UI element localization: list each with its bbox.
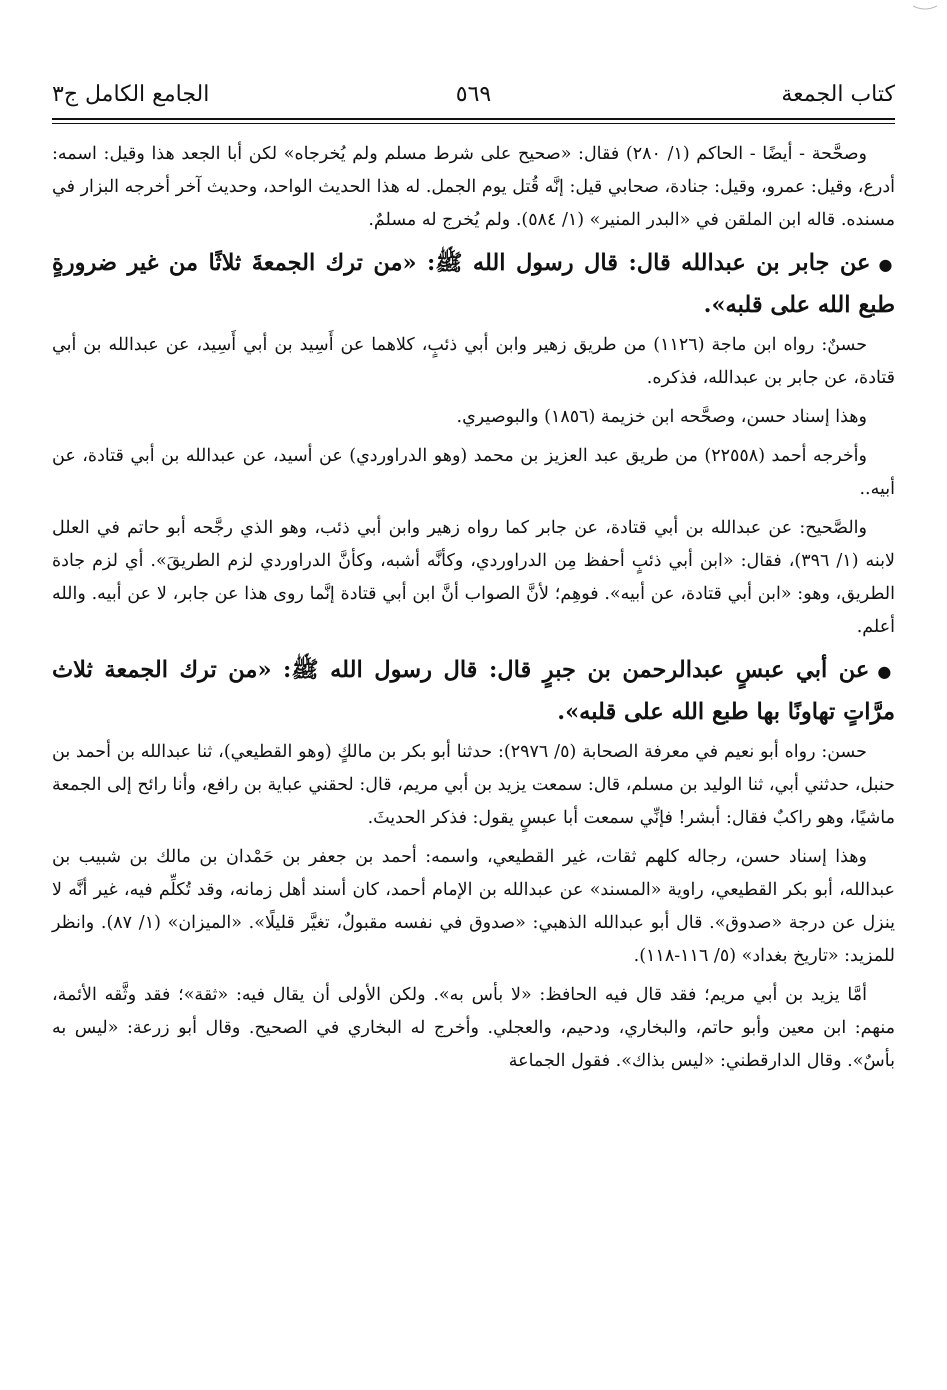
commentary-paragraph: وهذا إسناد حسن، وصحَّحه ابن خزيمة (١٨٥٦) والبوصيري.: [456, 407, 867, 427]
page-number: ٥٦٩: [455, 82, 492, 107]
bullet-icon: ●: [877, 662, 895, 681]
page-body: [52, 138, 895, 1084]
chapter-title: كتاب الجمعة: [781, 82, 895, 107]
commentary-paragraph: وأخرجه أحمد (٢٢٥٥٨) من طريق عبد العزيز بن محمد (وهو الدراوردي) عن أسيد، عن عبدالله بن أبي قتادة، عن أبيه..: [52, 446, 895, 499]
header-rule-thick: [52, 118, 895, 120]
page-corner-mark: [911, 4, 939, 14]
commentary-paragraph: أمَّا يزيد بن أبي مريم؛ فقد قال فيه الحافظ: «لا بأس به». ولكن الأولى أن يقال فيه: «ثقة»؛ فقد وثَّقه الأئمة، منهم: ابن معين وأبو حاتم، والبخاري، ودحيم، والعجلي. وأخرج له البخاري في الصحيح. وقال أبو زرعة: «ليس به بأسٌ». وقال الدارقطني: «ليس بذاك». فقول الجماعة: [52, 985, 895, 1071]
commentary-paragraph: حسنٌ: رواه ابن ماجة (١١٢٦) من طريق زهير وابن أبي ذئبٍ، كلاهما عن أَسِيد بن أبي أَسِيد، عن عبدالله بن أبي قتادة، عن جابر بن عبدالله، فذكره.: [52, 335, 895, 388]
hadith-body: عن أبي عبسٍ عبدالرحمن بن جبرٍ قال: قال رسول الله ﷺ: «من ترك الجمعة ثلاث مرَّاتٍ تهاونًا بها طبع الله على قلبه».: [52, 657, 895, 725]
hadith-body: عن جابر بن عبدالله قال: قال رسول الله ﷺ: «من ترك الجمعةَ ثلاثًا من غير ضرورةٍ طبع الله على قلبه».: [52, 250, 895, 318]
header-rule-thin: [52, 123, 895, 124]
running-header: [52, 82, 895, 116]
book-title: الجامع الكامل ج٣: [52, 82, 210, 107]
hadith-text: [52, 243, 895, 325]
hadith-text: [52, 650, 895, 732]
commentary-paragraph: والصَّحيح: عن عبدالله بن أبي قتادة، عن جابر كما رواه زهير وابن أبي ذئب، وهو الذي رجَّحه أبو حاتم في العلل لابنه (١/ ٣٩٦)، فقال: «ابن أبي ذئبٍ أحفظ مِن الدراوردي، وكأنَّه أشبه، وكأنَّ الدراوردي لزم الطريقَ». أي لزم جادة الطريق، وهو: «ابن أبي قتادة، عن أبيه». فوهِم؛ لأنَّ الصواب أنَّ ابن أبي قتادة إنَّما روى هذا عن جابر، لا عن أبيه. والله أعلم.: [52, 518, 896, 637]
commentary-paragraph: حسن: رواه أبو نعيم في معرفة الصحابة (٥/ ٢٩٧٦): حدثنا أبو بكر بن مالكٍ (وهو القطيعي)، ثنا عبدالله بن أحمد بن حنبل، حدثني أبي، ثنا الوليد بن مسلم، قال: سمعت يزيد بن أبي مريم، قال: لحقني عباية بن رافع، وأنا رائح إلى الجمعة ماشيًا، وهو راكبٌ فقال: أبشر! فإنِّي سمعت أبا عبسٍ يقول: فذكر الحديثَ.: [52, 742, 895, 828]
bullet-icon: ●: [878, 255, 895, 274]
commentary-paragraph: وهذا إسناد حسن، رجاله كلهم ثقات، غير القطيعي، واسمه: أحمد بن جعفر بن حَمْدان بن مالك بن شبيب بن عبدالله، أبو بكر القطيعي، راوية «المسند» عن عبدالله بن الإمام أحمد، كان أسند أهل زمانه، وقد تُكلِّم فيه، غير أنَّه لا ينزل عن درجة «صدوق». قال أبو عبدالله الذهبي: «صدوق في نفسه مقبولٌ، تغيَّر قليلًا». «الميزان» (١/ ٨٧). وانظر للمزيد: «تاريخ بغداد» (٥/ ١١٦-١١٨).: [52, 847, 895, 966]
commentary-paragraph: وصحَّحة - أيضًا - الحاكم (١/ ٢٨٠) فقال: «صحيح على شرط مسلم ولم يُخرجاه» لكن أبا الجعد هذا وقيل: اسمه: أدرع، وقيل: عمرو، وقيل: جنادة، صحابي قيل: إنَّه قُتل يوم الجمل. له هذا الحديث الواحد، وحديث آخر أخرجه البزار في مسنده. قاله ابن الملقن في «البدر المنير» (١/ ٥٨٤). ولم يُخرج له مسلمٌ.: [52, 144, 895, 230]
